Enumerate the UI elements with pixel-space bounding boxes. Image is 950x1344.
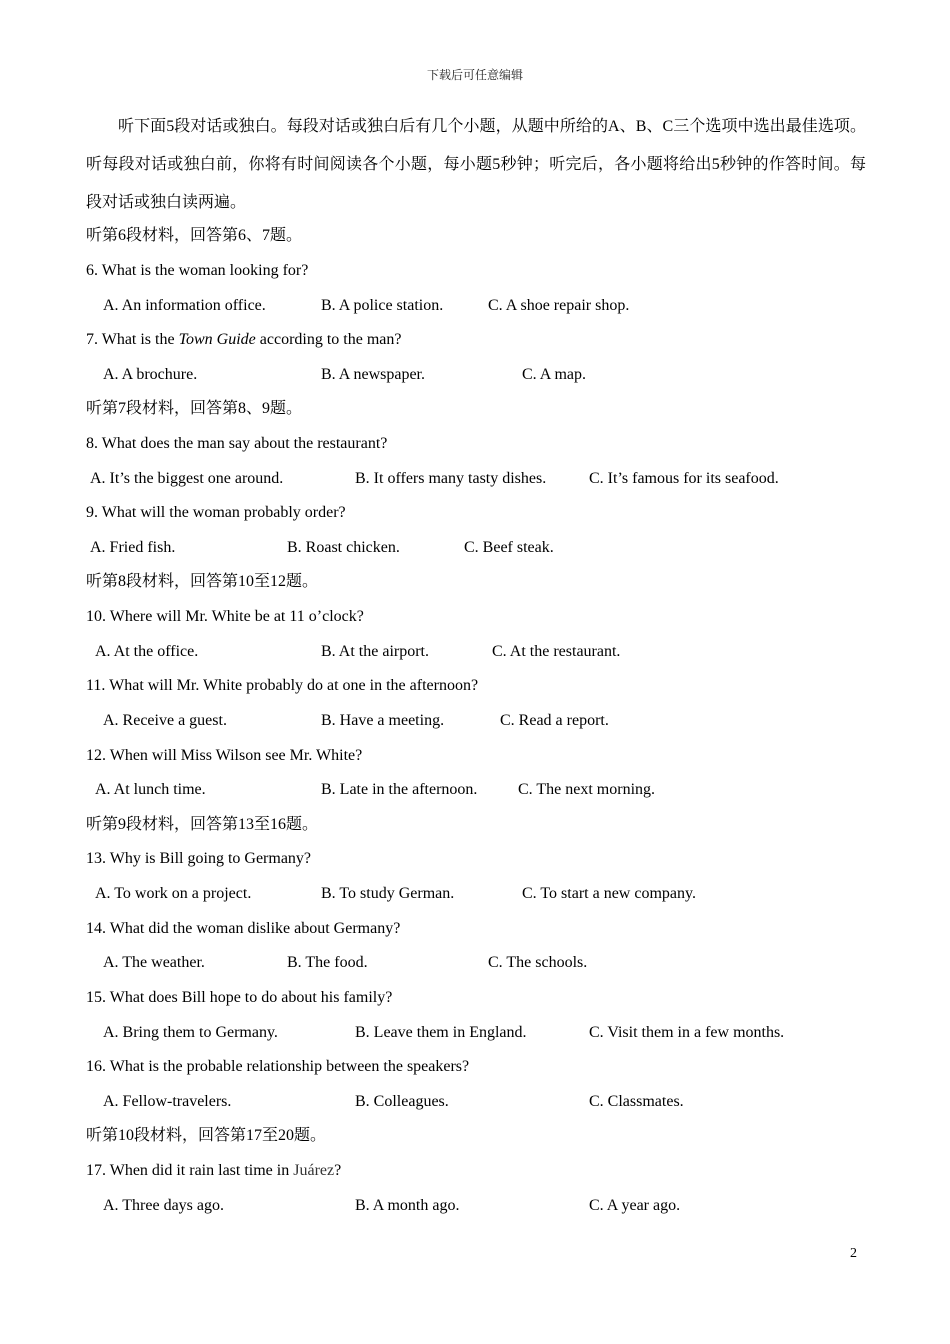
- option-10a: A. At the office.: [95, 643, 199, 660]
- option-8c: C. It’s famous for its seafood.: [589, 470, 779, 487]
- option-16c: C. Classmates.: [589, 1093, 684, 1110]
- option-16b: B. Colleagues.: [355, 1093, 449, 1110]
- question-7-title: Town Guide: [178, 331, 256, 348]
- option-15b: B. Leave them in England.: [355, 1024, 527, 1041]
- option-6c: C. A shoe repair shop.: [488, 297, 630, 314]
- option-17c: C. A year ago.: [589, 1197, 681, 1214]
- option-9a: A. Fried fish.: [90, 539, 176, 556]
- option-11c: C. Read a report.: [500, 712, 609, 729]
- option-6a: A. An information office.: [103, 297, 266, 314]
- option-9b: B. Roast chicken.: [287, 539, 400, 556]
- option-14a: A. The weather.: [103, 954, 205, 971]
- option-12b: B. Late in the afternoon.: [321, 781, 478, 798]
- question-17-post: ?: [334, 1162, 342, 1179]
- option-14c: C. The schools.: [488, 954, 588, 971]
- question-7-post: according to the man?: [255, 331, 402, 348]
- option-6b: B. A police station.: [321, 297, 444, 314]
- question-16: 16. What is the probable relationship between the speakers?: [86, 1058, 470, 1075]
- question-6: 6. What is the woman looking for?: [86, 262, 309, 279]
- question-9: 9. What will the woman probably order?: [86, 504, 346, 521]
- option-11b: B. Have a meeting.: [321, 712, 445, 729]
- option-13b: B. To study German.: [321, 885, 455, 902]
- option-17b: B. A month ago.: [355, 1197, 460, 1214]
- option-8a: A. It’s the biggest one around.: [90, 470, 284, 487]
- question-10: 10. Where will Mr. White be at 11 o’clock?: [86, 608, 364, 625]
- option-15a: A. Bring them to Germany.: [103, 1024, 278, 1041]
- option-9c: C. Beef steak.: [464, 539, 554, 556]
- option-10b: B. At the airport.: [321, 643, 429, 660]
- section-heading-8: 听第8段材料，回答第10至12题。: [86, 573, 319, 590]
- option-12c: C. The next morning.: [518, 781, 656, 798]
- option-14b: B. The food.: [287, 954, 368, 971]
- question-15: 15. What does Bill hope to do about his family?: [86, 989, 393, 1006]
- question-11: 11. What will Mr. White probably do at one in the afternoon?: [86, 677, 479, 694]
- option-11a: A. Receive a guest.: [103, 712, 227, 729]
- page-header: 下载后可任意编辑: [426, 68, 523, 82]
- option-15c: C. Visit them in a few months.: [589, 1024, 785, 1041]
- section-heading-7: 听第7段材料，回答第8、9题。: [86, 400, 303, 417]
- question-12: 12. When will Miss Wilson see Mr. White?: [86, 747, 363, 764]
- page-number: 2: [850, 1246, 857, 1261]
- question-13: 13. Why is Bill going to Germany?: [86, 850, 312, 867]
- option-8b: B. It offers many tasty dishes.: [355, 470, 547, 487]
- question-14: 14. What did the woman dislike about Germany?: [86, 920, 401, 937]
- question-17: [86, 1161, 341, 1181]
- option-16a: A. Fellow-travelers.: [103, 1093, 232, 1110]
- question-17-place: Juárez: [293, 1162, 335, 1179]
- section-heading-6: 听第6段材料，回答第6、7题。: [86, 227, 303, 244]
- section-heading-10: 听第10段材料，回答第17至20题。: [86, 1127, 327, 1144]
- option-13a: A. To work on a project.: [95, 885, 252, 902]
- instructions-paragraph: 听下面5段对话或独白。每段对话或独白后有几个小题，从题中所给的A、B、C三个选项中选出最佳选项。听每段对话或独白前，你将有时间阅读各个小题，每小题5秒钟；听完后，各小题将给出5秒钟的作答时间。每段对话或独白读两遍。: [86, 118, 866, 211]
- option-10c: C. At the restaurant.: [492, 643, 621, 660]
- question-7-pre: 7. What is the: [86, 331, 179, 348]
- option-7b: B. A newspaper.: [321, 366, 425, 383]
- option-13c: C. To start a new company.: [522, 885, 696, 902]
- option-7c: C. A map.: [522, 366, 587, 383]
- option-12a: A. At lunch time.: [95, 781, 206, 798]
- question-8: 8. What does the man say about the restaurant?: [86, 435, 388, 452]
- question-17-pre: 17. When did it rain last time in: [86, 1162, 294, 1179]
- question-7: [86, 330, 402, 350]
- option-17a: A. Three days ago.: [103, 1197, 224, 1214]
- section-heading-9: 听第9段材料，回答第13至16题。: [86, 816, 319, 833]
- option-7a: A. A brochure.: [103, 366, 198, 383]
